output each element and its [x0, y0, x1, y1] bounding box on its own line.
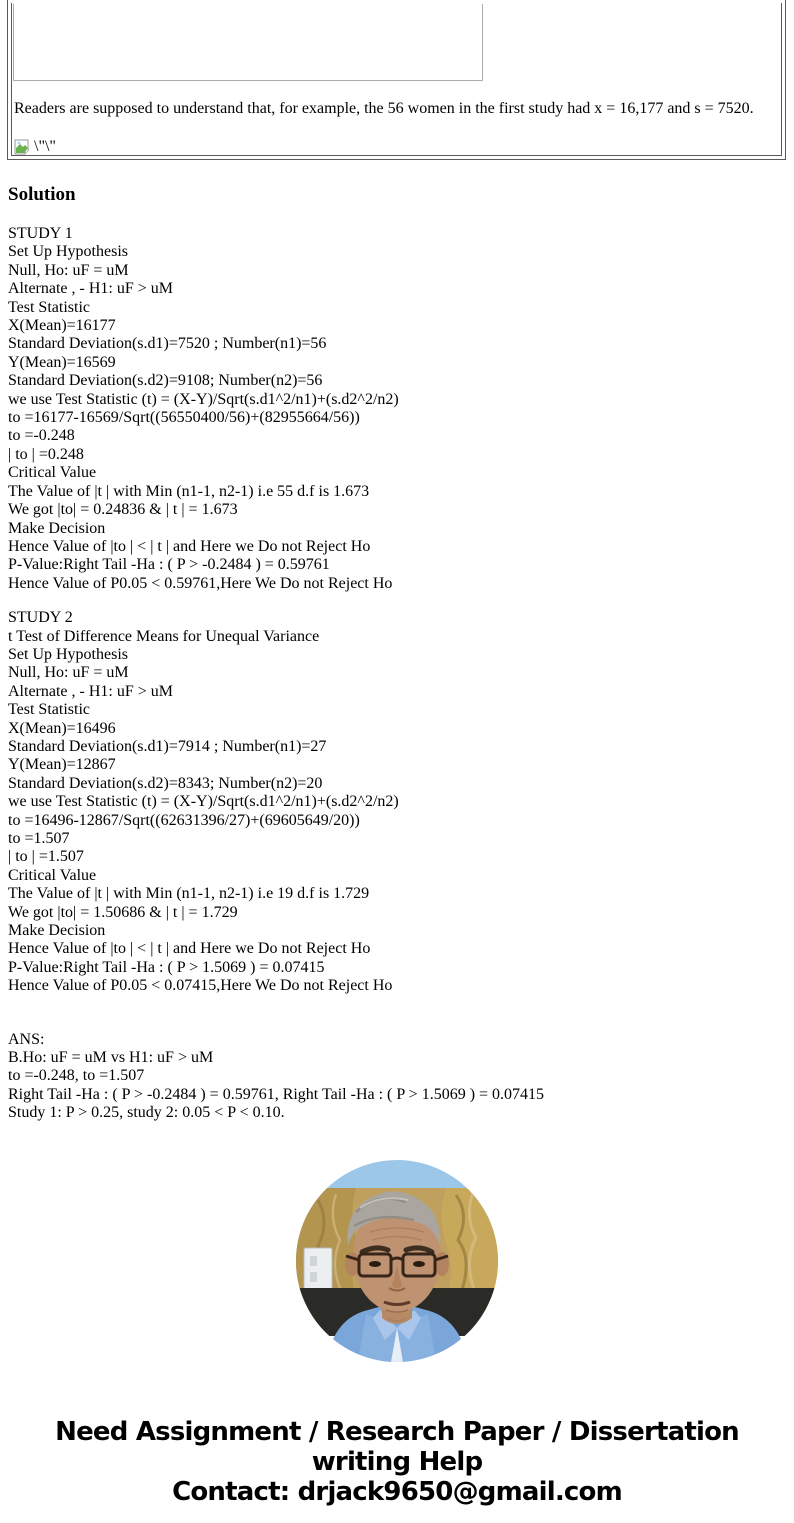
answer-block [8, 1031, 786, 1123]
text-line: | to | =1.507 [8, 848, 84, 866]
text-line: Hence Value of P0.05 < 0.07415,Here We Do not Reject Ho [8, 977, 393, 995]
text-line: Set Up Hypothesis [8, 645, 128, 663]
footer-line-1: Need Assignment / Research Paper / Dissertation [55, 1416, 739, 1447]
solution-heading: Solution [8, 184, 76, 205]
broken-image-alt-text: \"\" [34, 138, 56, 155]
text-line: STUDY 2 [8, 609, 73, 627]
text-line: STUDY 1 [8, 225, 73, 242]
broken-image-icon [14, 139, 32, 155]
text-line: The Value of |t | with Min (n1-1, n2-1) i.e 19 d.f is 1.729 [8, 885, 370, 903]
text-line: Null, Ho: uF = uM [8, 664, 129, 682]
text-line: | to | =0.248 [8, 445, 84, 463]
question-text: Readers are supposed to understand that, for example, the 56 women in the first study had x = 16,177 and s = 7520. [14, 100, 754, 117]
contact-email[interactable]: Contact: drjack9650@gmail.com [172, 1476, 622, 1507]
text-line: We got |to| = 0.24836 & | t | = 1.673 [8, 501, 238, 519]
text-line: Right Tail -Ha : ( P > -0.2484 ) = 0.59761, Right Tail -Ha : ( P > 1.5069 ) = 0.07415 [8, 1085, 545, 1103]
text-line: Study 1: P > 0.25, study 2: 0.05 < P < 0.10. [8, 1104, 285, 1122]
text-line: Standard Deviation(s.d1)=7520 ; Number(n1)=56 [8, 335, 327, 353]
text-line: t Test of Difference Means for Unequal Variance [8, 627, 320, 645]
text-line: Critical Value [8, 866, 97, 884]
text-line: Null, Ho: uF = uM [8, 261, 129, 279]
text-line: Hence Value of |to | < | t | and Here we Do not Reject Ho [8, 940, 371, 958]
text-line: Alternate , - H1: uF > uM [8, 682, 173, 700]
text-line: Test Statistic [8, 298, 90, 316]
text-line: we use Test Statistic (t) = (X-Y)/Sqrt(s.d1^2/n1)+(s.d2^2/n2) [8, 793, 399, 811]
text-line: Make Decision [8, 519, 106, 537]
text-line: to =1.507 [8, 830, 70, 847]
solution-section [0, 184, 794, 1123]
text-line: to =16496-12867/Sqrt((62631396/27)+(69605649/20)) [8, 811, 360, 829]
text-line: P-Value:Right Tail -Ha : ( P > -0.2484 ) = 0.59761 [8, 556, 330, 574]
text-line: Hence Value of |to | < | t | and Here we Do not Reject Ho [8, 537, 371, 555]
text-line: Standard Deviation(s.d2)=8343; Number(n2)=20 [8, 774, 323, 792]
text-line: Set Up Hypothesis [8, 243, 128, 261]
text-line: The Value of |t | with Min (n1-1, n2-1) i.e 55 d.f is 1.673 [8, 482, 370, 500]
question-box-outer [7, 0, 786, 160]
portrait-container [0, 1160, 794, 1367]
text-line: we use Test Statistic (t) = (X-Y)/Sqrt(s.d1^2/n1)+(s.d2^2/n2) [8, 390, 399, 408]
text-line: We got |to| = 1.50686 & | t | = 1.729 [8, 903, 238, 921]
text-line: Standard Deviation(s.d2)=9108; Number(n2)=56 [8, 372, 323, 390]
text-line: ANS: [8, 1030, 45, 1048]
empty-input-box[interactable] [13, 4, 483, 81]
text-line: to =-0.248 [8, 427, 75, 445]
footer-banner [0, 1417, 794, 1507]
text-line: Test Statistic [8, 701, 90, 719]
text-line: to =16177-16569/Sqrt((56550400/56)+(82955664/56)) [8, 409, 360, 427]
question-box-cell [11, 3, 782, 156]
text-line: Hence Value of P0.05 < 0.59761,Here We Do not Reject Ho [8, 574, 393, 592]
study2-block [8, 609, 786, 996]
text-line: Critical Value [8, 464, 97, 482]
text-line: Standard Deviation(s.d1)=7914 ; Number(n1)=27 [8, 737, 327, 755]
text-line: Make Decision [8, 922, 106, 940]
text-line: Alternate , - H1: uF > uM [8, 280, 173, 298]
footer-line-2: writing Help [311, 1446, 483, 1477]
broken-image-line [14, 139, 777, 155]
text-line: Y(Mean)=16569 [8, 353, 116, 371]
text-line: to =-0.248, to =1.507 [8, 1067, 145, 1085]
text-line: Y(Mean)=12867 [8, 756, 116, 774]
text-line: B.Ho: uF = uM vs H1: uF > uM [8, 1049, 214, 1067]
text-line: P-Value:Right Tail -Ha : ( P > 1.5069 ) = 0.07415 [8, 958, 325, 976]
text-line: X(Mean)=16496 [8, 719, 116, 737]
text-line: X(Mean)=16177 [8, 317, 116, 335]
study1-block [8, 225, 786, 593]
tutor-portrait-photo [296, 1160, 498, 1362]
